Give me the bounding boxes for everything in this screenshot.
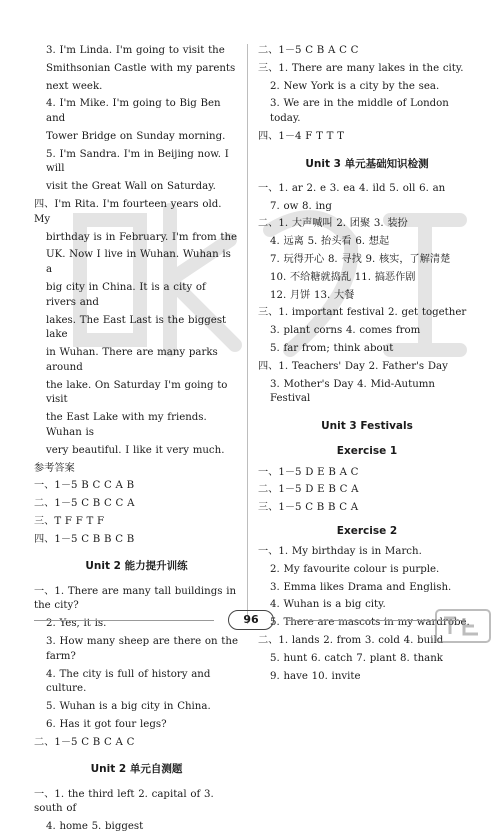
section-heading: Unit 2 单元自测题	[90, 763, 183, 776]
section-heading: Unit 3 Festivals	[321, 420, 413, 433]
answer-line: 二、1. 大声喊叫 2. 团聚 3. 装扮	[258, 218, 408, 230]
answer-line: 二、1. lands 2. from 3. cold 4. build	[258, 634, 444, 646]
answer-line: 一、1. There are many tall buildings in the city?	[34, 585, 237, 612]
answer-line: 3. plant corns 4. comes from	[270, 325, 421, 337]
exercise-heading: Exercise 2	[336, 524, 398, 537]
answer-line: 一、1－5 B C C A B	[34, 480, 135, 492]
footer-rule	[34, 620, 214, 621]
answer-line: 2. Yes, it is.	[46, 618, 107, 630]
answer-line: 5. far from; think about	[270, 342, 394, 354]
text-line: the East Lake with my friends. Wuhan is	[46, 412, 207, 438]
answer-line: 10. 不给糖就捣乱 11. 搞恶作剧	[270, 271, 416, 283]
answer-line: 一、1－5 D E B A C	[258, 466, 359, 478]
answer-line: 3. Mother's Day 4. Mid-Autumn Festival	[270, 378, 435, 405]
answer-line: 2. New York is a city by the sea.	[270, 80, 440, 92]
answer-line: 二、1－5 C B C C A	[34, 498, 135, 510]
text-line: birthday is in February. I'm from the	[46, 231, 238, 243]
text-line: in Wuhan. There are many parks around	[46, 347, 218, 373]
answer-line: 5. hunt 6. catch 7. plant 8. thank	[270, 652, 443, 664]
page-footer	[0, 608, 500, 632]
answer-line: 四、1－5 C B B C B	[34, 533, 135, 545]
answer-line: 7. 玩得开心 8. 寻找 9. 核实，了解清楚	[270, 254, 451, 266]
corner-logo-icon	[434, 608, 492, 644]
answer-line: 一、1. the third left 2. capital of 3. south of	[34, 788, 214, 815]
answer-line: 5. Wuhan is a big city in China.	[46, 701, 211, 713]
answer-line: 4. Wuhan is a big city.	[270, 599, 386, 611]
answer-line: 一、1. My birthday is in March.	[258, 546, 422, 558]
text-line: UK. Now I live in Wuhan. Wuhan is a	[46, 249, 231, 276]
answer-line: 一、1. ar 2. e 3. ea 4. ild 5. oll 6. an	[258, 182, 446, 194]
section-heading: Unit 2 能力提升训练	[85, 560, 188, 573]
answer-line: 3. How many sheep are there on the farm?	[46, 636, 238, 662]
answer-line: 3. We are in the middle of London today.	[270, 98, 449, 125]
left-column	[34, 44, 239, 838]
column-divider	[247, 44, 248, 624]
answer-line: 7. ow 8. ing	[270, 200, 332, 212]
answer-line: 4. home 5. biggest	[46, 821, 144, 833]
section-heading: Unit 3 单元基础知识检测	[305, 157, 429, 170]
text-line: big city in China. It is a city of rivers and	[46, 281, 206, 308]
text-line: next week.	[46, 80, 103, 92]
answer-line: 12. 月饼 13. 大餐	[270, 289, 355, 301]
text-line: Tower Bridge on Sunday morning.	[46, 130, 226, 142]
answer-line: 四、1－4 F T T T	[258, 130, 344, 142]
text-line: 4. I'm Mike. I'm going to Big Ben and	[46, 98, 221, 125]
answer-line: 5. There are mascots in my wardrobe.	[270, 617, 470, 629]
answer-line: 四、1. Teachers' Day 2. Father's Day	[258, 360, 448, 372]
answer-line: 三、T F F T F	[34, 515, 105, 527]
page-number: 96	[228, 610, 274, 630]
answer-line: 3. Emma likes Drama and English.	[270, 581, 452, 593]
text-line: visit the Great Wall on Saturday.	[46, 181, 216, 193]
answer-line: 二、1－5 C B C A C	[34, 736, 135, 748]
answer-line: 9. have 10. invite	[270, 670, 361, 682]
answer-line: 4. 远离 5. 抬头看 6. 想起	[270, 236, 390, 248]
text-line: 5. I'm Sandra. I'm in Beijing now. I will	[46, 148, 229, 175]
answer-key-label: 参考答案	[34, 462, 75, 474]
answer-line: 三、1. There are many lakes in the city.	[258, 62, 464, 74]
answer-line: 2. My favourite colour is purple.	[270, 563, 440, 575]
text-line: very beautiful. I like it very much.	[46, 444, 225, 456]
answer-line: 4. The city is full of history and culture.	[46, 668, 211, 695]
answer-line: 三、1－5 C B B C A	[258, 502, 359, 514]
answer-line: 三、1. important festival 2. get together	[258, 307, 467, 319]
text-line: the lake. On Saturday I'm going to visit	[46, 379, 228, 406]
text-line: lakes. The East Last is the biggest lake	[46, 314, 227, 341]
exercise-heading: Exercise 1	[336, 445, 398, 458]
text-line: 四、I'm Rita. I'm fourteen years old. My	[34, 199, 222, 225]
right-column	[258, 44, 476, 687]
answer-line: 二、1－5 D E B C A	[258, 484, 359, 496]
answer-line: 6. Has it got four legs?	[46, 718, 167, 730]
text-line: Smithsonian Castle with my parents	[46, 62, 236, 74]
text-line: 3. I'm Linda. I'm going to visit the	[46, 45, 225, 56]
answer-line: 二、1－5 C B A C C	[258, 45, 359, 56]
